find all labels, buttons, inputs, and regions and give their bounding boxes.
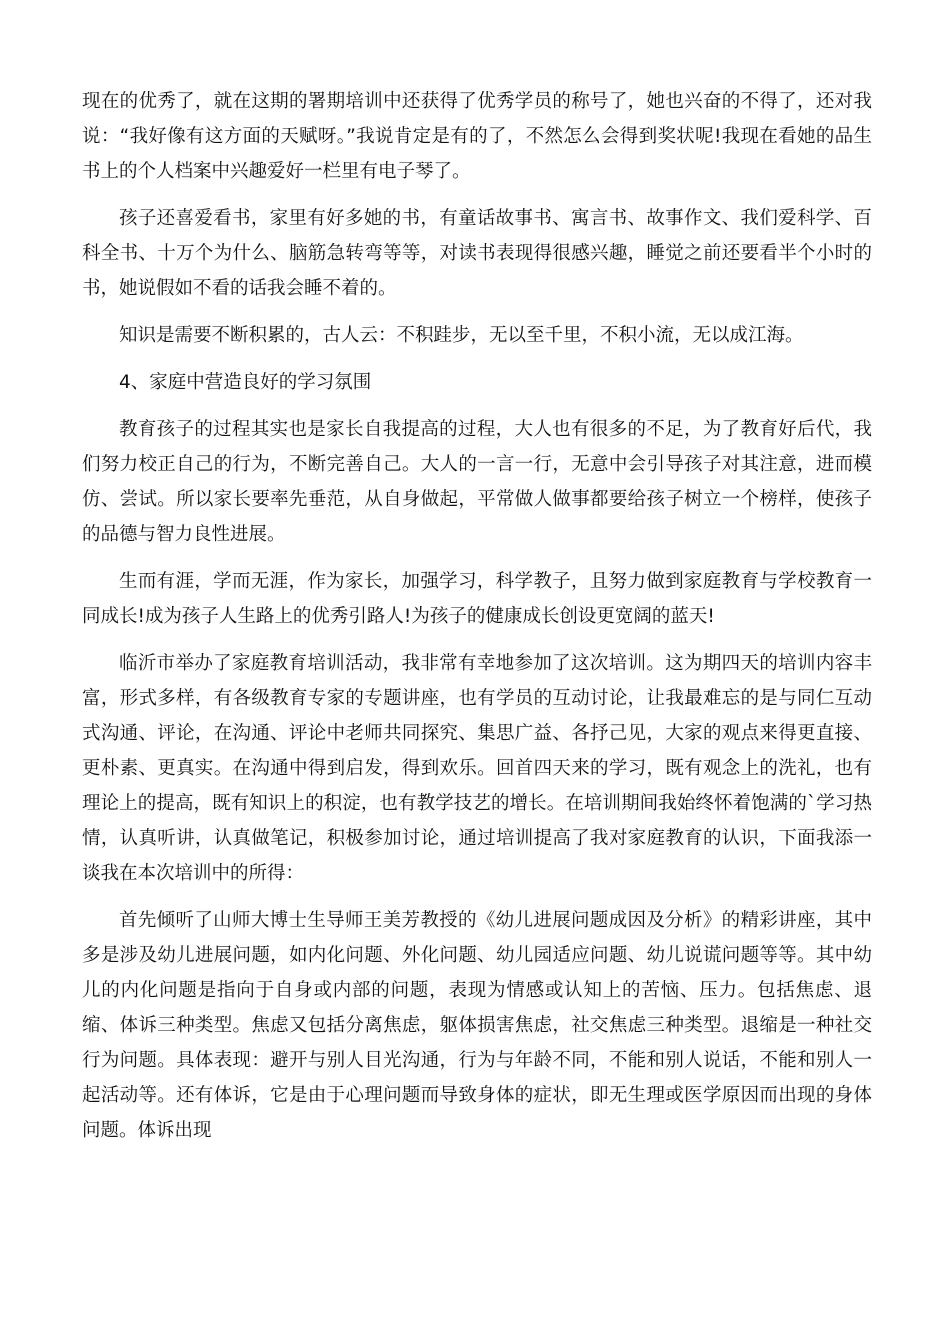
section-heading-learning-atmosphere: 4、家庭中营造良好的学习氛围 (119, 372, 372, 393)
document-body (82, 84, 872, 1160)
paragraph-lecture-summary: 首先倾听了山师大博士生导师王美芳教授的《幼儿进展问题成因及分析》的精彩讲座，其中多是涉及幼儿进展问题，如内化问题、外化问题、幼儿园适应问题、幼儿说谎问题等等。其中幼儿的内化问题是指向于自身或内部的问题，表现为情感或认知上的苦恼、压力。包括焦虑、退缩、体诉三种类型。焦虑又包括分离焦虑，躯体损害焦虑，社交焦虑三种类型。退缩是一种社交行为问题。具体表现：避开与别人目光沟通，行为与年龄不同，不能和别人说话，不能和别人一起活动等。还有体诉，它是由于心理问题而导致身体的症状，即无生理或医学原因而出现的身体问题。体诉出现 (82, 910, 872, 1141)
paragraph-reading: 孩子还喜爱看书，家里有好多她的书，有童话故事书、寓言书、故事作文、我们爱科学、百科全书、十万个为什么、脑筋急转弯等等，对读书表现得很感兴趣，睡觉之前还要看半个小时的书，她说假如不看的话我会睡不着的。 (82, 208, 872, 299)
paragraph-continued-talent: 现在的优秀了，就在这期的署期培训中还获得了优秀学员的称号了，她也兴奋的不得了，还对我说：“我好像有这方面的天赋呀。”我说肯定是有的了，不然怎么会得到奖状呢!我现在看她的品生书上的个人档案中兴趣爱好一栏里有电子琴了。 (82, 91, 872, 182)
paragraph-lifelong-learning: 生而有涯，学而无涯，作为家长，加强学习，科学教子，且努力做到家庭教育与学校教育一同成长!成为孩子人生路上的优秀引路人!为孩子的健康成长创设更宽阔的蓝天! (82, 571, 872, 627)
paragraph-knowledge-quote: 知识是需要不断积累的，古人云：不积跬步，无以至千里，不积小流，无以成江海。 (119, 325, 804, 346)
paragraph-linyi-training: 临沂市举办了家庭教育培训活动，我非常有幸地参加了这次培训。这为期四天的培训内容丰富，形式多样，有各级教育专家的专题讲座，也有学员的互动讨论，让我最难忘的是与同仁互动式沟通、评论，在沟通、评论中老师共同探究、集思广益、各抒己见，大家的观点来得更直接、更朴素、更真实。在沟通中得到启发，得到欢乐。回首四天来的学习，既有观念上的洗礼，也有理论上的提高，既有知识上的积淀，也有教学技艺的增长。在培训期间我始终怀着饱满的`学习热情，认真听讲，认真做笔记，积极参加讨论，通过培训提高了我对家庭教育的认识，下面我添一谈我在本次培训中的所得： (82, 653, 872, 884)
paragraph-parent-example: 教育孩子的过程其实也是家长自我提高的过程，大人也有很多的不足，为了教育好后代，我们努力校正自己的行为，不断完善自己。大人的一言一行，无意中会引导孩子对其注意，进而模仿、尝试。所以家长要率先垂范，从自身做起，平常做人做事都要给孩子树立一个榜样，使孩子的品德与智力良性进展。 (82, 419, 872, 545)
